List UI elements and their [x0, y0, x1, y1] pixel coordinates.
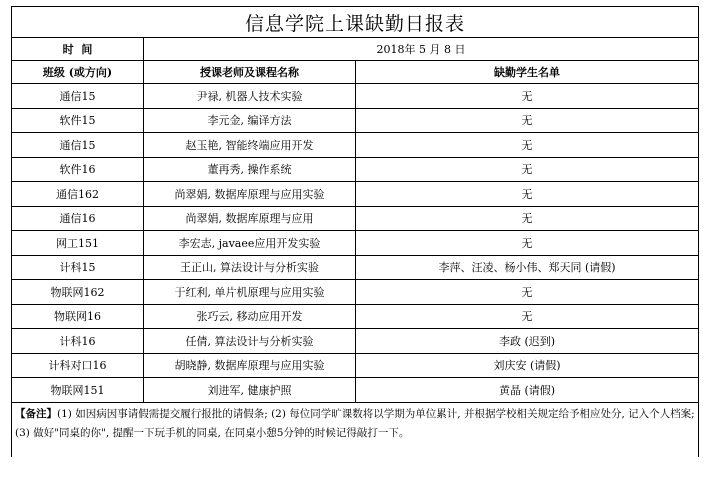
class-cell: 物联网16 — [12, 304, 144, 329]
absent-cell: 刘庆安 (请假) — [356, 353, 699, 378]
table-row — [12, 231, 699, 256]
note-row — [12, 402, 699, 457]
note-text: (1) 如因病因事请假需提交履行报批的请假条; (2) 每位同学旷课数将以学期为单位累计, 并根据学校相关规定给予相应处分, 记入个人档案; (3) 做好"同桌的你", 提醒一下玩手机的同桌, 在同桌小憩5分钟的时候记得敲打一下。 — [15, 407, 695, 439]
header-row — [12, 61, 699, 84]
header-teacher-course: 授课老师及课程名称 — [144, 61, 356, 84]
course-cell: 尹禄, 机器人技术实验 — [144, 84, 356, 109]
course-cell: 尚翠娟, 数据库原理与应用 — [144, 206, 356, 231]
header-absent: 缺勤学生名单 — [356, 61, 699, 84]
report-date: 2018年 5 月 8 日 — [144, 38, 699, 61]
course-cell: 刘进军, 健康护照 — [144, 378, 356, 403]
table-row — [12, 157, 699, 182]
class-cell: 软件16 — [12, 157, 144, 182]
course-cell: 任倩, 算法设计与分析实验 — [144, 329, 356, 354]
class-cell: 物联网151 — [12, 378, 144, 403]
course-cell: 赵玉艳, 智能终端应用开发 — [144, 133, 356, 158]
table-row — [12, 133, 699, 158]
table-row — [12, 280, 699, 305]
absent-cell: 无 — [356, 108, 699, 133]
course-cell: 董再秀, 操作系统 — [144, 157, 356, 182]
class-cell: 通信16 — [12, 206, 144, 231]
absent-cell: 无 — [356, 304, 699, 329]
class-cell: 通信15 — [12, 84, 144, 109]
course-cell: 尚翠娟, 数据库原理与应用实验 — [144, 182, 356, 207]
course-cell: 胡晓静, 数据库原理与应用实验 — [144, 353, 356, 378]
title-row — [12, 7, 699, 38]
class-cell: 物联网162 — [12, 280, 144, 305]
class-cell: 计科15 — [12, 255, 144, 280]
note-label: 【备注】 — [15, 407, 57, 420]
table-body — [12, 84, 699, 403]
course-cell: 张巧云, 移动应用开发 — [144, 304, 356, 329]
absent-cell: 无 — [356, 133, 699, 158]
time-row — [12, 38, 699, 61]
table-row — [12, 255, 699, 280]
header-class: 班级 (或方向) — [12, 61, 144, 84]
class-cell: 网工151 — [12, 231, 144, 256]
absent-cell: 无 — [356, 84, 699, 109]
attendance-table — [11, 6, 699, 457]
course-cell: 于红利, 单片机原理与应用实验 — [144, 280, 356, 305]
absent-cell: 无 — [356, 182, 699, 207]
absent-cell: 黄晶 (请假) — [356, 378, 699, 403]
absent-cell: 李政 (迟到) — [356, 329, 699, 354]
table-row — [12, 329, 699, 354]
class-cell: 计科16 — [12, 329, 144, 354]
attendance-report — [11, 6, 698, 457]
course-cell: 李宏志, javaee应用开发实验 — [144, 231, 356, 256]
absent-cell: 无 — [356, 157, 699, 182]
page-title: 信息学院上课缺勤日报表 — [12, 7, 699, 38]
absent-cell: 李萍、汪凌、杨小伟、郑天同 (请假) — [356, 255, 699, 280]
absent-cell: 无 — [356, 206, 699, 231]
table-row — [12, 304, 699, 329]
table-row — [12, 84, 699, 109]
course-cell: 李元金, 编译方法 — [144, 108, 356, 133]
course-cell: 王正山, 算法设计与分析实验 — [144, 255, 356, 280]
class-cell: 软件15 — [12, 108, 144, 133]
table-row — [12, 353, 699, 378]
table-row — [12, 206, 699, 231]
note — [12, 402, 699, 457]
class-cell: 通信15 — [12, 133, 144, 158]
class-cell: 通信162 — [12, 182, 144, 207]
table-row — [12, 108, 699, 133]
class-cell: 计科对口16 — [12, 353, 144, 378]
table-row — [12, 182, 699, 207]
absent-cell: 无 — [356, 231, 699, 256]
table-row — [12, 378, 699, 403]
time-label: 时 间 — [12, 38, 144, 61]
absent-cell: 无 — [356, 280, 699, 305]
